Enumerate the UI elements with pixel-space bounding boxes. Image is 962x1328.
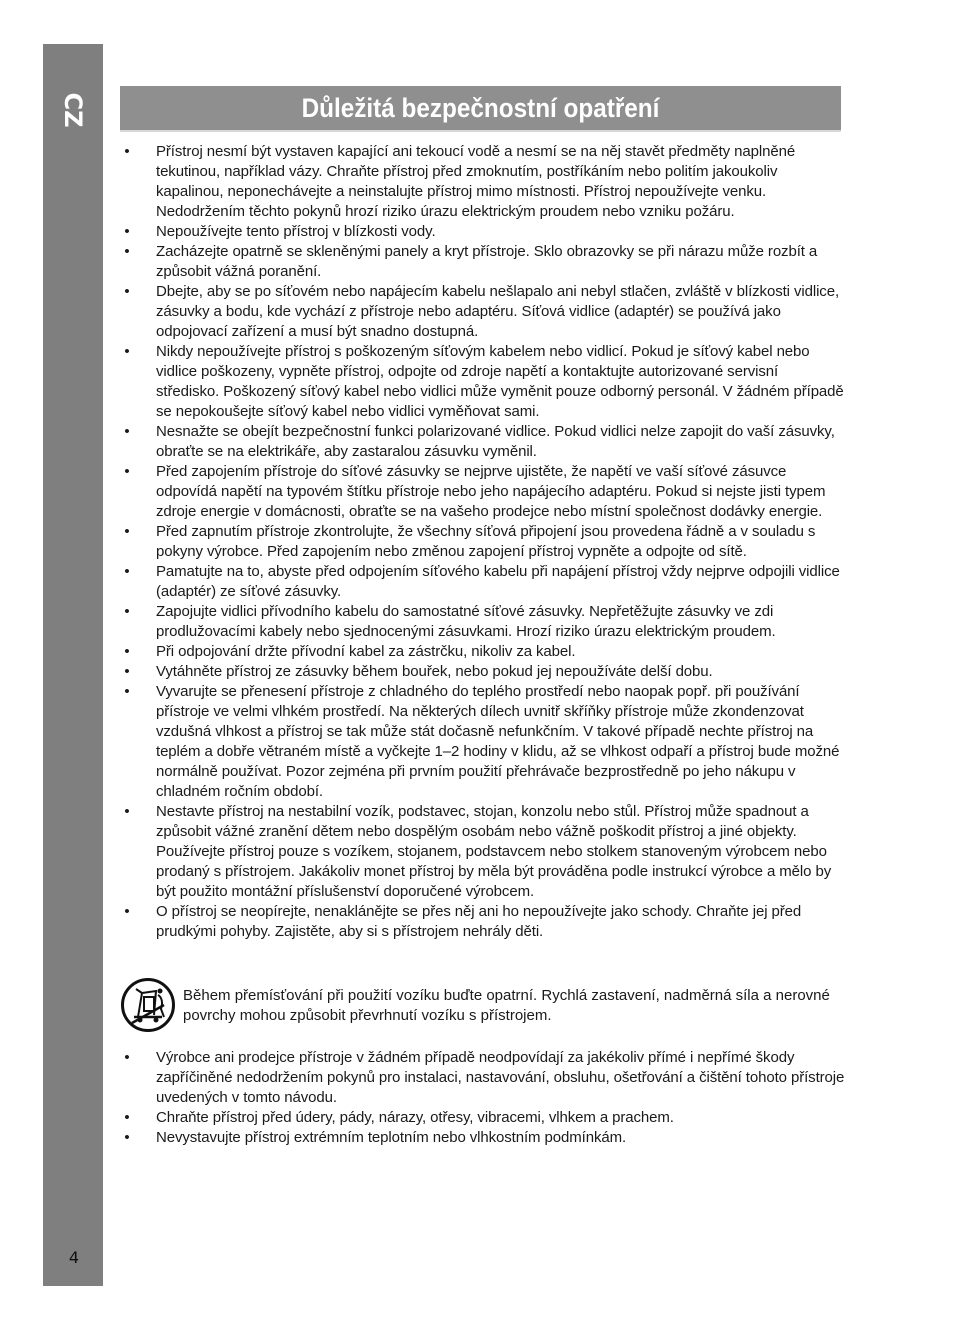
list-item [120,242,845,282]
bullet-icon: • [124,1129,130,1146]
list-item [120,222,845,242]
bullet-icon: • [124,283,130,300]
list-item [120,422,845,462]
bullet-icon: • [124,523,130,540]
list-item [120,1128,845,1148]
list-item-text: Při odpojování držte přívodní kabel za zástrčku, nikoliv za kabel. [156,643,576,660]
list-item-text: Nikdy nepoužívejte přístroj s poškozeným síťovým kabelem nebo vidlicí. Pokud je síťový kabel nebo vidlice poškozeny, vypněte přístroj, odpojte od zdroje napětí a kontaktujte autorizované servisní středisko. Poškozený síťový kabel nebo vidlici může vyměnit pouze odborný personál. V žádném případě se nepokoušejte síťový kabel nebo vidlici vyměňovat sami. [156,343,844,420]
bullet-icon: • [124,603,130,620]
list-item-text: Vytáhněte přístroj ze zásuvky během bouřek, nebo pokud jej nepoužíváte delší dobu. [156,663,713,680]
list-item [120,642,845,662]
cart-warning-note [120,977,845,1037]
list-item [120,342,845,422]
list-item-text: Zapojujte vidlici přívodního kabelu do samostatné síťové zásuvky. Nepřetěžujte zásuvky ve zdi prodlužovacími kabely nebo sjednocenými zásuvkami. Hrozí riziko úrazu elektrickým proudem. [156,603,776,640]
list-item-text: Pamatujte na to, abyste před odpojením síťového kabelu při napájení přístroj vždy nejprve odpojili vidlice (adaptér) ze síťové zásuvky. [156,563,840,600]
language-code: CZ [59,92,87,128]
list-item [120,682,845,802]
cart-tip-over-warning-icon [120,977,176,1033]
bullet-icon: • [124,463,130,480]
bullet-icon: • [124,563,130,580]
bullet-icon: • [124,143,130,160]
list-item [120,1048,845,1108]
list-item-text: O přístroj se neopírejte, nenaklánějte se přes něj ani ho nepoužívejte jako schody. Chraňte jej před prudkými pohyby. Zajistěte, aby si s přístrojem nehrály děti. [156,903,802,940]
bullet-icon: • [124,1109,130,1126]
bullet-icon: • [124,343,130,360]
list-item [120,902,845,942]
list-item [120,462,845,522]
bullet-icon: • [124,903,130,920]
list-item-text: Nevystavujte přístroj extrémním teplotním nebo vlhkostním podmínkám. [156,1129,627,1146]
list-item [120,602,845,642]
list-item-text: Dbejte, aby se po síťovém nebo napájecím kabelu nešlapalo ani nebyl stlačen, zvláště v blízkosti vidlice, zásuvky a bodu, kde vychází z přístroje nebo adaptéru. Síťová vidlice (adaptér) se používá jako odpojovací zařízení a musí být snadno dostupná. [156,283,840,340]
bullet-icon: • [124,423,130,440]
title-bar [120,86,841,132]
list-item-text: Výrobce ani prodejce přístroje v žádném případě neodpovídají za jakékoliv přímé i nepřímé škody zapříčiněné nedodržením pokynů pro instalaci, nastavování, obsluhu, ošetřování a čištění tohoto přístroje uvedených v tomto návodu. [156,1049,845,1106]
list-item [120,522,845,562]
list-item-text: Zacházejte opatrně se skleněnými panely a kryt přístroje. Sklo obrazovky se při nárazu může rozbít a způsobit vážná poranění. [156,243,818,280]
bullet-icon: • [124,803,130,820]
bullet-icon: • [124,643,130,660]
cart-warning-text: Během přemísťování při použití vozíku buďte opatrní. Rychlá zastavení, nadměrná síla a nerovné povrchy mohou způsobit převrhnutí vozíku s přístrojem. [183,987,830,1024]
bullet-icon: • [124,223,130,240]
list-item-text: Před zapojením přístroje do síťové zásuvky se nejprve ujistěte, že napětí ve vaší síťové zásuvce odpovídá napětí na typovém štítku přístroje nebo jeho napájecího adaptéru. Pokud si nejste jisti typem zdroje energie v domácnosti, obraťte se na vašeho prodejce nebo místní společnost dodávky energie. [156,463,826,520]
list-item-text: Nesnažte se obejít bezpečnostní funkci polarizované vidlice. Pokud vidlici nelze zapojit do vaší zásuvky, obraťte se na elektrikáře, aby zastaralou zásuvku vyměnil. [156,423,835,460]
list-item [120,1108,845,1128]
list-item-text: Nepoužívejte tento přístroj v blízkosti vody. [156,223,436,240]
list-item-text: Nestavte přístroj na nestabilní vozík, podstavec, stojan, konzolu nebo stůl. Přístroj může spadnout a způsobit vážné zranění dětem nebo dospělým osobám nebo vážně poškodit přístroj a jiné objekty. Používejte přístroj pouze s vozíkem, stojanem, podstavcem nebo stolkem stanoveným výrobcem nebo prodaný s přístrojem. Jakákoliv monet přístroj by měla být prováděna podle instrukcí výrobce a mělo by být použito montážní příslušenství doporučené výrobcem. [156,803,832,900]
bullet-icon: • [124,663,130,680]
list-item-text: Před zapnutím přístroje zkontrolujte, že všechny síťová připojení jsou provedena řádně a v souladu s pokyny výrobce. Před zapojením nebo změnou zapojení přístroj vypněte a odpojte od sítě. [156,523,816,560]
bullet-icon: • [124,683,130,700]
list-item [120,562,845,602]
list-item-text: Vyvarujte se přenesení přístroje z chladného do teplého prostředí nebo naopak popř. při používání přístroje ve velmi vlhkém prostředí. Na některých dílech uvnitř skříňky přístroje může zkondenzovat vzdušná vlhkost a přístroj se tak může stát dočasně nefunkčním. V takové případě nechte přístroj na teplém a dobře větraném místě a vyčkejte 1–2 hodiny v klidu, až se vlhkost odpaří a přístroj bude možné normálně používat. Pozor zejména při prvním použití přehrávače bezprostředně po jeho nákupu v chladném ročním období. [156,683,840,800]
page-number: 4 [68,1248,80,1267]
safety-list-main [120,142,845,942]
side-strip [43,44,103,1286]
list-item [120,662,845,682]
safety-list-secondary [120,1048,845,1148]
list-item-text: Chraňte přístroj před údery, pády, nárazy, otřesy, vibracemi, vlhkem a prachem. [156,1109,674,1126]
list-item [120,282,845,342]
bullet-icon: • [124,1049,130,1066]
bullet-icon: • [124,243,130,260]
page-title: Důležitá bezpečnostní opatření [301,93,660,123]
list-item [120,802,845,902]
list-item [120,142,845,222]
list-item-text: Přístroj nesmí být vystaven kapající ani tekoucí vodě a nesmí se na něj stavět předměty naplněné tekutinou, například vázy. Chraňte přístroj před zmoknutím, postříkáním nebo politím jakoukoliv kapalinou, neponechávejte a neinstalujte přístroj mimo místnosti. Přístroj nepoužívejte venku. Nedodržením těchto pokynů hrozí riziko úrazu elektrickým proudem nebo vzniku požáru. [156,143,796,220]
